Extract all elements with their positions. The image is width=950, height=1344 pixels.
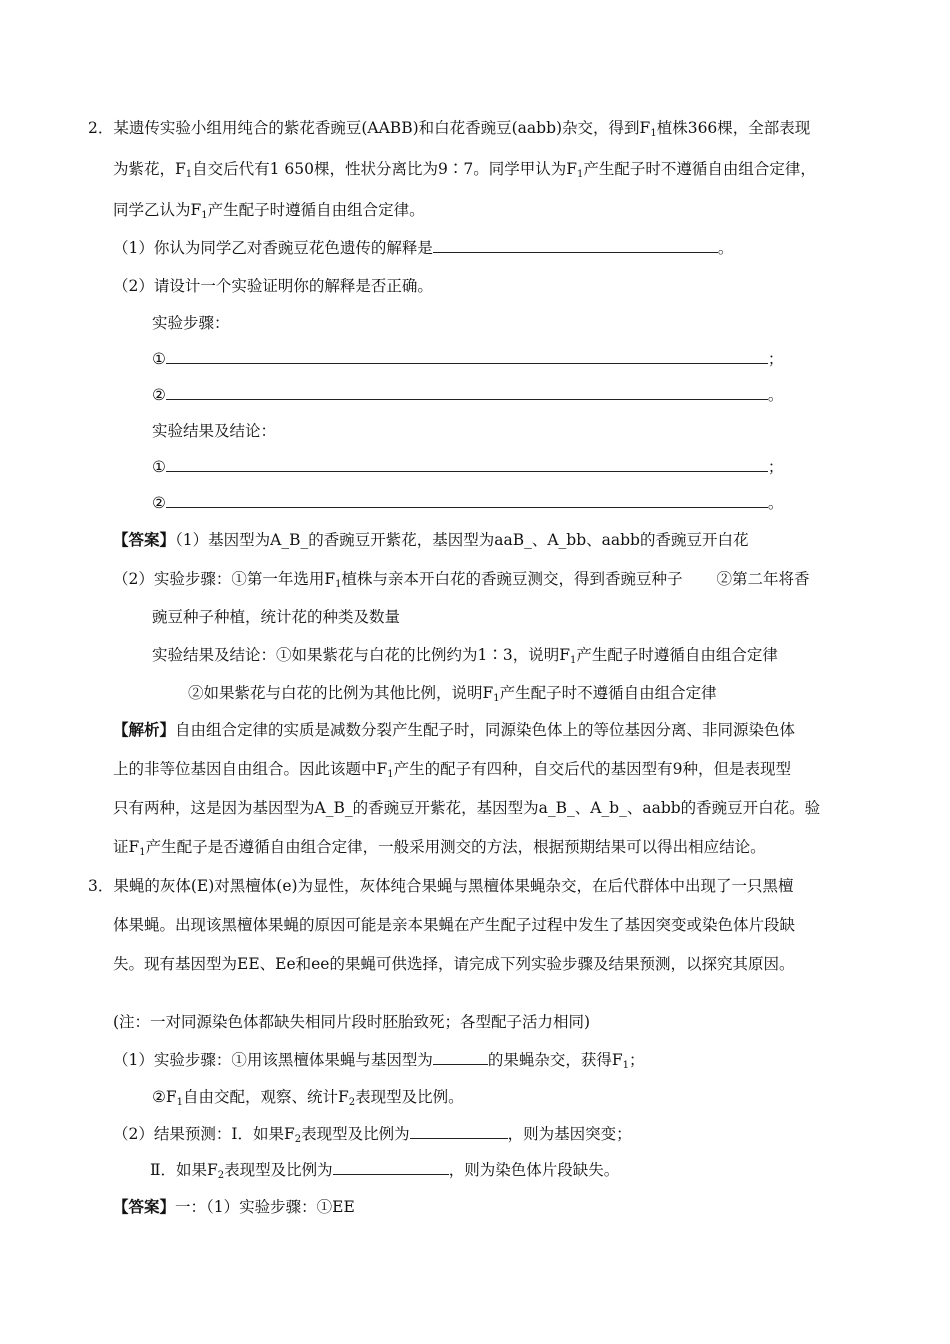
q3-prediction-1: （2）结果预测：Ⅰ．如果$F_2$表现型及比例为 ，则为基因突变；: [113, 1125, 632, 1145]
q2-blank-result-2[interactable]: [166, 493, 768, 508]
q3-blank-prediction-2[interactable]: [333, 1160, 449, 1175]
q2-analysis-2: 上的非等位基因自由组合。因此该题中$F_1$产生的配子有四种，自交后代的基因型有9种，但是表现型: [113, 760, 792, 780]
q3-blank-prediction-1[interactable]: [410, 1124, 508, 1139]
q2-answer-2: （2）实验步骤：①第一年选用$F_1$植株与亲本开白花的香豌豆测交，得到香豌豆种子 ②第二年将香: [113, 570, 810, 590]
q2-blank-result-1[interactable]: [166, 457, 768, 472]
q2-analysis-1: 【解析】自由组合定律的实质是减数分裂产生配子时，同源染色体上的等位基因分离、非同源染色体: [113, 720, 796, 739]
q2-analysis-4: 证$F_1$产生配子是否遵循自由组合定律，一般采用测交的方法，根据预期结果可以得出相应结论。: [113, 838, 766, 858]
q2-analysis-3: 只有两种，这是因为基因型为A_B_的香豌豆开紫花，基因型为a_B_、A_b_、aabb的香豌豆开白花。验: [113, 799, 821, 817]
q2-line-1: 2．某遗传实验小组用纯合的紫花香豌豆(AABB)和白花香豌豆(aabb)杂交，得到$F_1$植株366棵，全部表现: [88, 119, 811, 139]
q2-step-1: ① ；: [152, 350, 784, 368]
q3-prediction-2: Ⅱ．如果$F_2$表现型及比例为 ，则为染色体片段缺失。: [150, 1161, 620, 1181]
q2-answer-5: ②如果紫花与白花的比例为其他比例，说明$F_1$产生配子时不遵循自由组合定律: [188, 684, 717, 704]
q3-step-1: （1）实验步骤：①用该黑檀体果蝇与基因型为 的果蝇杂交，获得$F_1$；: [113, 1051, 645, 1071]
q2-result-1: ① ；: [152, 458, 784, 476]
q2-results-label: 实验结果及结论：: [152, 422, 277, 440]
q3-note: (注：一对同源染色体都缺失相同片段时胚胎致死；各型配子活力相同): [113, 1013, 591, 1031]
q2-blank-step-2[interactable]: [166, 385, 768, 400]
q3-line-1: 3．果蝇的灰体(E)对黑檀体(e)为显性，灰体纯合果蝇与黑檀体果蝇杂交，在后代群体中出现了一只黑檀: [88, 877, 794, 895]
q2-part-1: （1）你认为同学乙对香豌豆花色遗传的解释是 。: [113, 239, 734, 257]
q2-steps-label: 实验步骤：: [152, 314, 230, 332]
q3-blank-genotype[interactable]: [433, 1050, 488, 1065]
q2-blank-step-1[interactable]: [166, 349, 768, 364]
q2-line-2: 为紫花，$F_1$自交后代有1 650棵，性状分离比为9∶7。同学甲认为$F_1$产生配子时不遵循自由组合定律，: [113, 160, 816, 180]
q2-step-2: ② 。: [152, 386, 784, 404]
q3-line-3: 失。现有基因型为EE、Ee和ee的果蝇可供选择，请完成下列实验步骤及结果预测，以探究其原因。: [113, 955, 795, 973]
q2-answer-1: 【答案】（1）基因型为A_B_的香豌豆开紫花，基因型为aaB_、A_bb、aabb的香豌豆开白花: [113, 530, 749, 549]
q2-blank-1[interactable]: [433, 238, 718, 253]
q3-answer: 【答案】一：（1）实验步骤：①EE: [113, 1197, 355, 1216]
q2-answer-4: 实验结果及结论：①如果紫花与白花的比例约为1∶3，说明$F_1$产生配子时遵循自由组合定律: [152, 646, 778, 666]
q2-answer-3: 豌豆种子种植，统计花的种类及数量: [152, 608, 401, 626]
q2-result-2: ② 。: [152, 494, 784, 512]
q3-step-2: $②F_1$自由交配，观察、统计$F_2$表现型及比例。: [152, 1088, 464, 1108]
q2-part-2: （2）请设计一个实验证明你的解释是否正确。: [113, 277, 433, 295]
q3-line-2: 体果蝇。出现该黑檀体果蝇的原因可能是亲本果蝇在产生配子过程中发生了基因突变或染色体片段缺: [113, 916, 796, 934]
q2-line-3: 同学乙认为$F_1$产生配子时遵循自由组合定律。: [113, 201, 425, 221]
